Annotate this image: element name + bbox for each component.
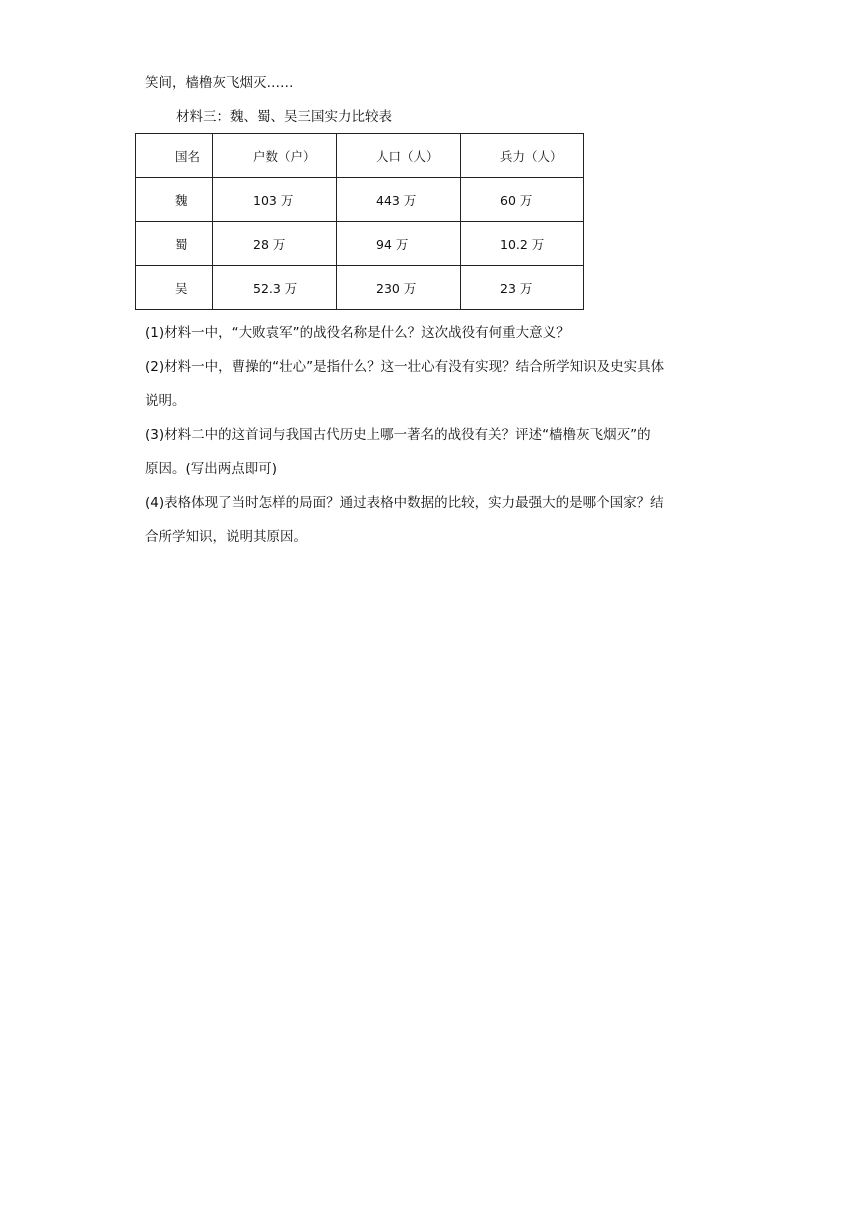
question-1: (1)材料一中，“大败袁军”的战役名称是什么？这次战役有何重大意义？ — [145, 325, 570, 341]
table-cell: 94 万 — [337, 222, 461, 266]
question-2-line-2: 说明。 — [145, 393, 186, 409]
table-cell: 魏 — [136, 178, 213, 222]
question-3-line-1: (3)材料二中的这首词与我国古代历史上哪一著名的战役有关？评述“樯橹灰飞烟灭”的 — [145, 427, 651, 443]
table-cell: 28 万 — [213, 222, 337, 266]
table-cell: 吴 — [136, 266, 213, 310]
table-cell: 103 万 — [213, 178, 337, 222]
header-cell-households: 户数（户） — [213, 134, 337, 178]
header-cell-kingdom: 国名 — [136, 134, 213, 178]
question-4-line-2: 合所学知识，说明其原因。 — [145, 529, 307, 545]
question-3-line-2: 原因。(写出两点即可) — [145, 461, 278, 477]
table-header-row — [136, 134, 584, 178]
table-cell: 蜀 — [136, 222, 213, 266]
table-cell: 230 万 — [337, 266, 461, 310]
table-row — [136, 178, 584, 222]
table-cell: 23 万 — [461, 266, 584, 310]
header-cell-population: 人口（人） — [337, 134, 461, 178]
table-row — [136, 222, 584, 266]
table-cell: 60 万 — [461, 178, 584, 222]
three-kingdoms-strength-table — [135, 133, 584, 310]
question-2-line-1: (2)材料一中，曹操的“壮心”是指什么？这一壮心有没有实现？结合所学知识及史实具体 — [145, 359, 665, 375]
table-row — [136, 266, 584, 310]
table-cell: 10.2 万 — [461, 222, 584, 266]
table-cell: 443 万 — [337, 178, 461, 222]
question-4-line-1: (4)表格体现了当时怎样的局面？通过表格中数据的比较，实力最强大的是哪个国家？结 — [145, 495, 664, 511]
table-cell: 52.3 万 — [213, 266, 337, 310]
poem-ending-line: 笑间，樯橹灰飞烟灭…… — [145, 75, 294, 91]
material-3-title: 材料三：魏、蜀、吴三国实力比较表 — [176, 109, 392, 125]
header-cell-troops: 兵力（人） — [461, 134, 584, 178]
